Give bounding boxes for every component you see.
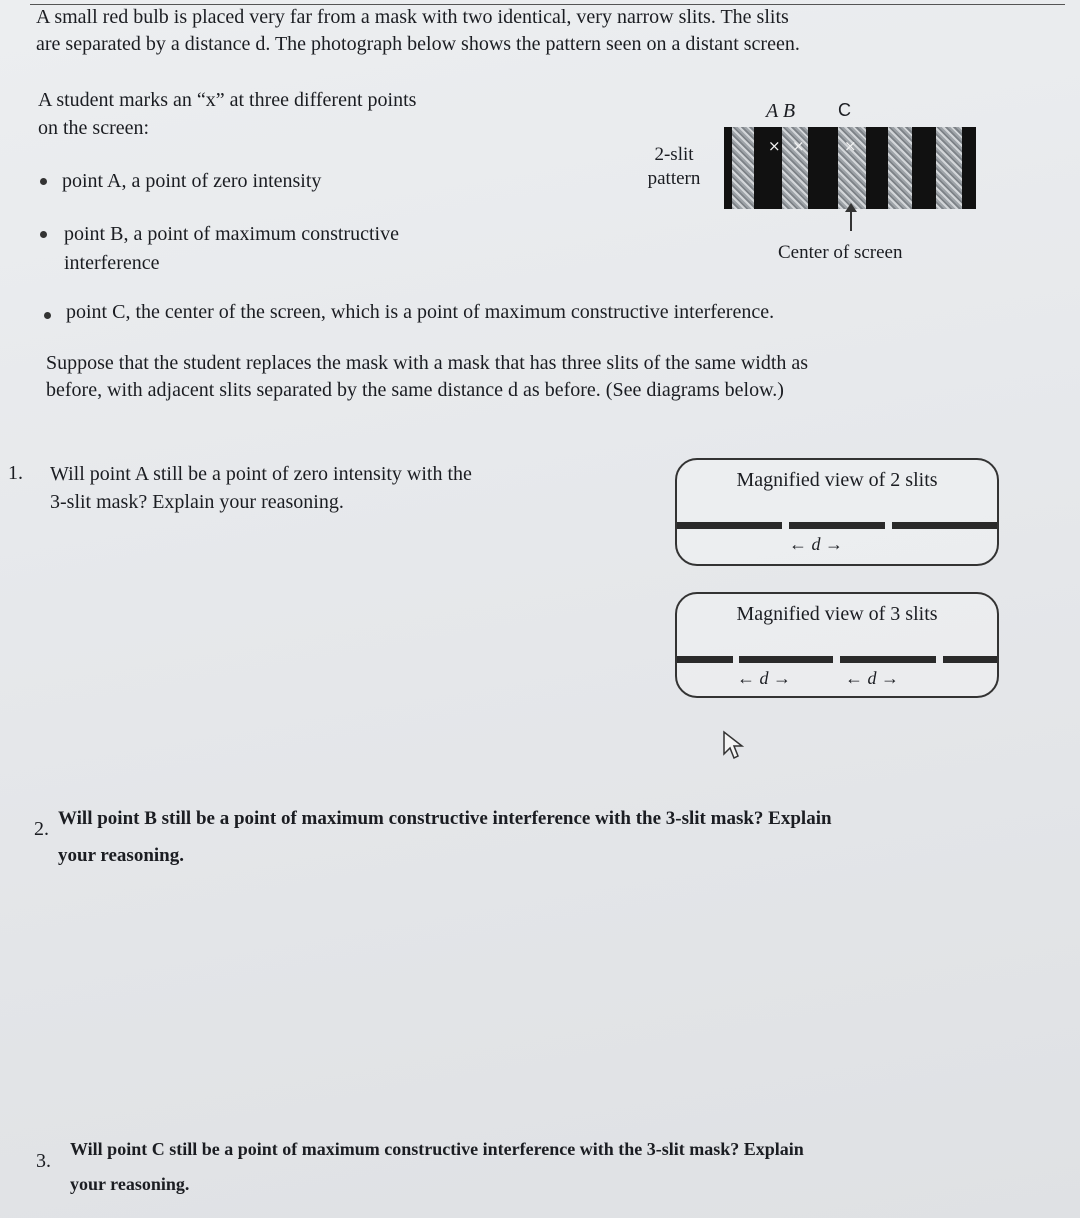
suppose-line-2: before, with adjacent slits separated by the same distance d as before. (See diagrams below.)	[46, 379, 784, 401]
question-2-line-1: Will point B still be a point of maximum constructive interference with the 3-slit mask? Explain	[58, 808, 832, 829]
mark-c: ×	[844, 137, 857, 155]
center-of-screen-label: Center of screen	[778, 242, 903, 263]
three-slit-diagram	[675, 592, 999, 698]
two-slit-diagram	[675, 458, 999, 566]
mask-segment	[892, 522, 997, 529]
question-3-line-2: your reasoning.	[70, 1174, 190, 1194]
question-3-line-1: Will point C still be a point of maximum constructive interference with the 3-slit mask? Explain	[70, 1139, 804, 1159]
student-line-2: on the screen:	[38, 117, 150, 139]
question-3-number: 3.	[36, 1150, 51, 1172]
bullet-point-c: point C, the center of the screen, which is a point of maximum constructive interference.	[66, 301, 775, 323]
intro-line-1: A small red bulb is placed very far from a mask with two identical, very narrow slits. The slits	[36, 6, 789, 28]
bullet-point-a: point A, a point of zero intensity	[62, 170, 322, 192]
two-slit-pattern-photo	[724, 127, 976, 209]
bullet-point-b-line-2: interference	[64, 252, 160, 274]
point-labels-ab: A B	[766, 100, 796, 122]
question-1-line-2: 3-slit mask? Explain your reasoning.	[50, 491, 344, 513]
cursor-icon	[722, 730, 748, 762]
two-slit-title: Magnified view of 2 slits	[736, 469, 938, 491]
suppose-line-1: Suppose that the student replaces the mask with a mask that has three slits of the same width as	[46, 352, 809, 374]
bullet-icon	[44, 312, 51, 319]
mark-a: ×	[768, 137, 781, 155]
point-label-c: C	[838, 100, 851, 120]
bright-fringe	[936, 127, 962, 209]
pattern-label	[636, 143, 712, 191]
three-slit-title: Magnified view of 3 slits	[736, 603, 938, 625]
separation-d-label-2: ← d →	[845, 668, 899, 688]
mask-segment	[739, 656, 833, 663]
bright-fringe	[732, 127, 754, 209]
student-line-1: A student marks an “x” at three different points	[38, 89, 417, 111]
mask-segment	[677, 656, 733, 663]
question-1-number: 1.	[8, 462, 23, 484]
separation-d-label: ← d →	[789, 534, 843, 554]
question-2-line-2: your reasoning.	[58, 845, 184, 866]
bullet-icon	[40, 231, 47, 238]
bullet-point-b-line-1: point B, a point of maximum constructive	[64, 223, 399, 245]
center-arrow	[850, 207, 852, 231]
mask-segment	[840, 656, 936, 663]
pattern-label-line-1: 2-slit	[654, 144, 694, 165]
intro-line-2: are separated by a distance d. The photograph below shows the pattern seen on a distant screen.	[36, 33, 800, 55]
bullet-icon	[40, 178, 47, 185]
question-1-line-1: Will point A still be a point of zero intensity with the	[50, 463, 472, 485]
mask-segment	[943, 656, 997, 663]
question-2-number: 2.	[34, 818, 49, 840]
bright-fringe	[888, 127, 912, 209]
separation-d-label-1: ← d →	[737, 668, 791, 688]
intro-paragraph	[36, 4, 800, 58]
mark-b: ×	[792, 137, 805, 155]
pattern-label-line-2: pattern	[647, 168, 701, 189]
mask-segment	[789, 522, 885, 529]
mask-segment	[677, 522, 782, 529]
